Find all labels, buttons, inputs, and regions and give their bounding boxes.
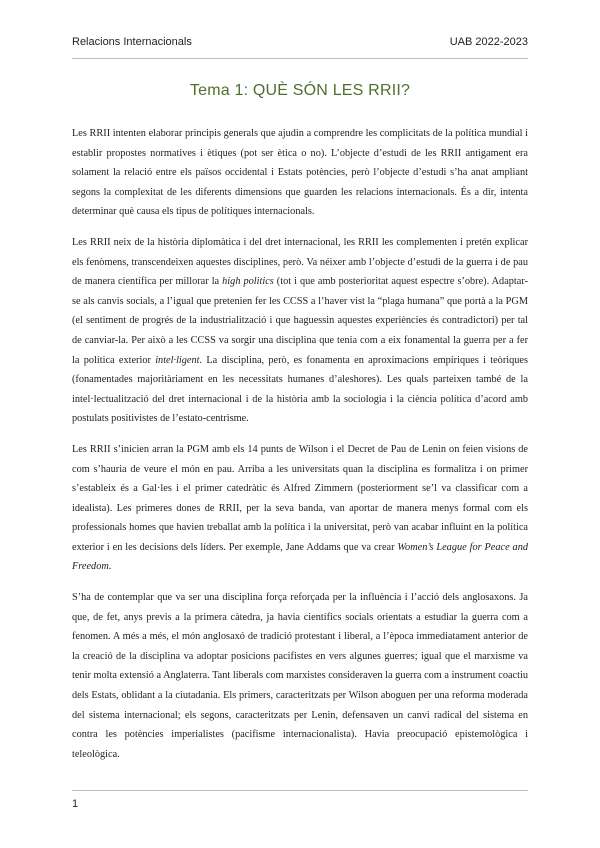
paragraph-3 (72, 440, 528, 577)
header-course-title: Relacions Internacionals (72, 36, 192, 48)
paragraph-2 (72, 233, 528, 429)
paragraph-2-text-a: Les RRII neix de la història diplomàtica i del dret internacional, les RRII les complementen i pretén explicar els fenòmens, transcendeixen aquestes disciplines, però. Va néixer amb l’objecte d’estudi de la guerra i de pau de manera científica per millorar la (72, 236, 528, 288)
header-academic-year: UAB 2022-2023 (449, 36, 528, 48)
paragraph-3-text-b: . (108, 561, 112, 573)
paragraph-2-italic-intelligent: intel·ligent (155, 354, 200, 366)
paragraph-2-italic-high-politics: high politics (222, 276, 274, 288)
footer-divider (72, 790, 528, 791)
paragraph-1-text: Les RRII intenten elaborar principis generals que ajudin a comprendre les complicitats de la política mundial i establir propostes normatives i ètiques (pot ser ètica o no). L’objecte d’estudi de les RRII antigament era solament la relació entre els països occidental i Estats potències, però l’objecte d’estudi s’ha anat ampliant segons la complexitat de les diferents dimensions que guarden les relacions internacionals. És a dir, intenta determinar què causa els tipus de polítiques internacionals. (72, 128, 528, 218)
paragraph-3-text-a: Les RRII s’inicien arran la PGM amb els 14 punts de Wilson i el Decret de Pau de Lenin on feien visions de com s’hauria de veure el món en pau. Arriba a les universitats quan la disciplina es formalitza i on primer s’estableix és a Gal·les i el primer catedràtic és Alfred Zimmern (posteriorment se’l va classificar com a idealista). Les primeres dones de RRII, per la seva banda, van aportar de manera menys formal com els professionals homes que havien treballat amb la política i la universitat, però van acabar influint en la política exterior i en les decisions dels líders. Per exemple, Jane Addams que va crear (72, 443, 528, 553)
paragraph-4 (72, 588, 528, 764)
paragraph-2-text-b: (tot i que amb posterioritat aquest espectre s’obre). Adaptar-se als canvis socials, a l’igual que pretenien fer les CCSS a l’haver vist la “plaga humana” que portà a la PGM (el sentiment de progrés de la industrialització i que haguessin aquestes experiències és contradictori) per tal de canviar-la. Per això a les CCSS va sorgir una disciplina que tenia com a eix fonamental la guerra per a fer la política exterior (72, 276, 529, 366)
paragraph-2-text-c: . La disciplina, però, es fonamenta en aproximacions empíriques i teòriques (fonamentades majoritàriament en les necessitats humanes d’aleshores). Les quals parteixen també de la intel·lectualització del dret internacional i de la història amb la sociologia i la ciència política d’acord amb postulats positivistes de l’estato-centrisme. (72, 354, 528, 425)
page-number: 1 (72, 798, 79, 810)
page-title: Tema 1: QUÈ SÓN LES RRII? (189, 82, 411, 99)
paragraph-3-italic-womens-league: Women’s League for Peace and Freedom (72, 541, 529, 573)
page-header (72, 36, 528, 48)
header-divider (72, 58, 528, 59)
document-body (72, 124, 528, 775)
paragraph-4-text: S’ha de contemplar que va ser una disciplina força reforçada per la influència i l’acció dels anglosaxons. Ja que, de fet, anys previs a la primera càtedra, ja havia científics socials orientats a estudiar la guerra com a fenomen. A més a més, el món anglosaxó de tradició protestant i liberal, a l’època immediatament anterior de la creació de la disciplina va adoptar posicions pacifistes en vers algunes guerres; igual que el marxisme va tenir molta extensió a Anglaterra. Tant liberals com marxistes consideraven la guerra com a instrument coactiu dels Estats, oblidant a la ciutadania. Els primers, caracteritzats per Wilson aboguen per una reforma moderada del sistema internacional; els segons, caracteritzats per Lenin, defensaven un canvi radical del sistema en contra les potències imperialistes (pacifisme internacionalista). Havia preocupació epistemològica i teleològica. (72, 592, 528, 760)
paragraph-1 (72, 124, 528, 222)
